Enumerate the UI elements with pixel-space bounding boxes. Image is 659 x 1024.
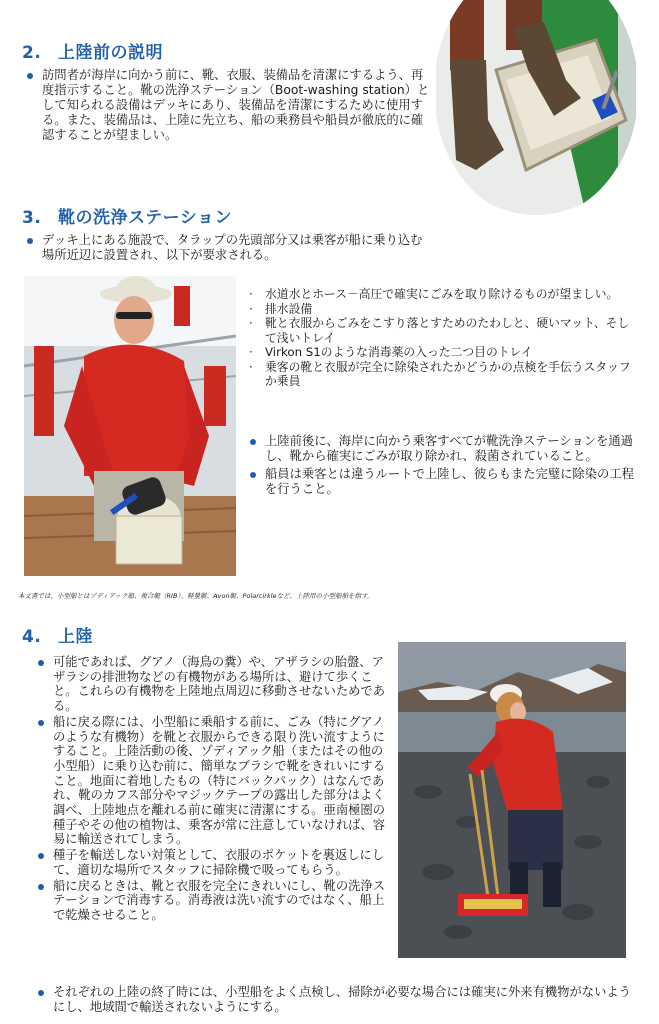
list-item: · 靴と衣服からごみをこすり落とすためのたわしと、硬いマット、そして浅いトレイ xyxy=(249,316,630,345)
list-item: 種子を輸送しない対策として、衣服のポケットを裏返しにして、適切な場所でスタッフに掃除機で吸ってもらう。 xyxy=(33,848,388,877)
bullet-icon xyxy=(38,660,44,666)
list-item: 船に戻るときは、靴と衣服を完全にきれいにし、靴の洗浄ステーションで消毒する。消毒液は洗い流すのではなく、船上で乾燥させること。 xyxy=(33,879,388,923)
boot-wash-photo xyxy=(436,0,636,215)
section-number: 3. xyxy=(22,208,42,228)
bullet-icon xyxy=(27,238,33,244)
list-item: 上陸前後に、海岸に向かう乗客すべてが靴洗浄ステーションを通過し、靴から確実にごみが取り除かれ、殺菌されていること。 xyxy=(245,434,635,464)
section-3-heading xyxy=(22,203,232,228)
section-3-list xyxy=(245,434,635,498)
bullet-icon xyxy=(27,73,33,79)
requirements-list xyxy=(245,287,635,389)
list-item: · 水道水とホース－高圧で確実にごみを取り除けるものが望ましい。 xyxy=(249,287,619,301)
list-item: それぞれの上陸の終了時には、小型船をよく点検し、掃除が必要な場合には確実に外来有機物がないようにし、地域間で輸送されないようにする。 xyxy=(33,985,643,1014)
section-title: 上陸 xyxy=(58,627,93,647)
list-item: 船員は乗客とは違うルートで上陸し、彼らもまた完璧に除染の工程を行うこと。 xyxy=(245,467,635,497)
bullet-icon xyxy=(38,720,44,726)
section-3-intro-list xyxy=(22,233,427,264)
landing-site-photo xyxy=(398,642,626,958)
bullet-icon xyxy=(250,439,256,445)
section-4-last-list xyxy=(33,985,643,1015)
section-title: 靴の洗浄ステーション xyxy=(58,208,232,228)
list-item: · Virkon S1のような消毒薬の入った二つ目のトレイ xyxy=(249,345,533,359)
bullet-icon xyxy=(250,472,256,478)
section-2-list xyxy=(22,68,432,144)
list-item: · 乗客の靴と衣服が完全に除染されたかどうかの点検を手伝うスタッフか乗員 xyxy=(249,359,631,388)
bullet-icon xyxy=(38,884,44,890)
section-title: 上陸前の説明 xyxy=(58,43,163,63)
list-item: · 排水設備 xyxy=(249,301,313,316)
list-item: 訪問者が海岸に向かう前に、靴、衣服、装備品を清潔にするよう、再度指示すること。靴の洗浄ステーション（Boot-washing station）として知られる設備はデッキにあり、装備品を清潔にするために使用する。また、装備品は、上陸に先立ち、船の乗務員や船員が徹底的に確認することが望ましい。 xyxy=(22,68,432,143)
section-2-heading xyxy=(22,38,163,63)
man-cleaning-boot-photo xyxy=(24,276,236,576)
list-item: 可能であれば、グアノ（海鳥の糞）や、アザラシの胎盤、アザラシの排泄物などの有機物がある場所は、避けて歩くこと。これらの有機物を上陸地点周辺に移動させないためである。 xyxy=(33,655,388,714)
list-item: 船に戻る際には、小型船に乗船する前に、ごみ（特にグアノのような有機物）を靴と衣服からできる限り洗い流すようにすること。上陸活動の後、ゾディアック船（またはその他の小型船）に乗り込む前に、簡単なブラシで靴をきれいにすること。地面に着地したもの（特にバックパック）はなんであれ、靴のカフス部分やマジックテープの露出した部分はよく調べ、上陸地点を離れる前に確実に清潔にする。亜南極圏の種子やその他の植物は、乗客が常に注意していなければ、容易に輸送されてしまう。 xyxy=(33,715,388,847)
section-number: 2. xyxy=(22,43,42,63)
bullet-icon xyxy=(38,990,44,996)
section-4-heading xyxy=(22,622,93,647)
list-item: デッキ上にある施設で、タラップの先頭部分又は乗客が船に乗り込む場所近辺に設置され、以下が要求される。 xyxy=(22,233,427,263)
section-4-list xyxy=(33,655,388,924)
bullet-icon xyxy=(38,853,44,859)
footnote: 本文書では、小型船とはゾディアック船、複合艇（RIB）、軽量艇、Avon艇、Polarcirkleなど、上陸用の小型船舶を指す。 xyxy=(18,592,374,600)
section-number: 4. xyxy=(22,627,42,647)
